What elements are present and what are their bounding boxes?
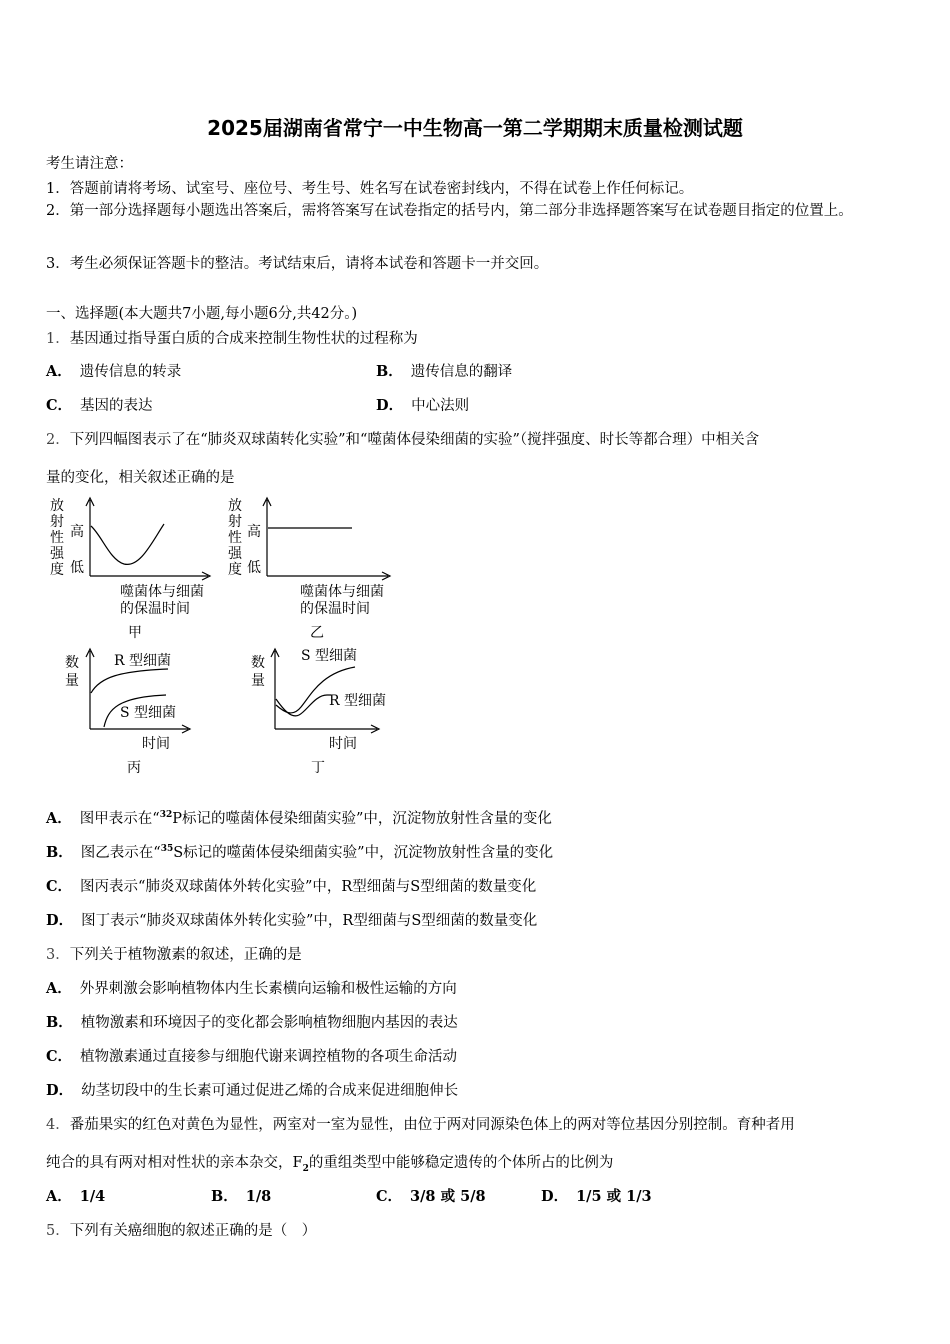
ylabel-char: 数 (65, 655, 79, 671)
q2-option-b[interactable] (46, 841, 553, 862)
question-stem: 下列四幅图表示了在“肺炎双球菌转化实验”和“噬菌体侵染细菌的实验”（搅拌强度、时长等都合理）中相关含 (69, 432, 760, 448)
q3-option-d[interactable] (46, 1079, 458, 1100)
option-text: 中心法则 (411, 398, 470, 414)
figure-caption: 乙 (310, 625, 324, 641)
option-text: P标记的噬菌体侵染细菌实验”中，沉淀物放射性含量的变化 (172, 811, 552, 827)
option-label: B． (376, 363, 403, 380)
option-label: D． (46, 912, 74, 929)
ylabel-char: 数 (251, 655, 265, 671)
option-label: B． (46, 1014, 73, 1031)
q2-option-a[interactable] (46, 807, 552, 828)
question-stem: 番茄果实的红色对黄色为显性，两室对一室为显性，由位于两对同源染色体上的两对等位基因分别控制。育种者用 (69, 1117, 795, 1133)
question-number: 2． (46, 432, 70, 448)
generation-subscript: 2 (302, 1163, 309, 1174)
option-text: 1/4 (79, 1188, 106, 1205)
question-2 (46, 428, 759, 449)
figure-caption: 丙 (127, 760, 141, 776)
question-number: 3． (46, 947, 70, 963)
option-label: D． (46, 1082, 74, 1099)
option-text: 图丁表示“肺炎双球菌体外转化实验”中，R型细菌与S型细菌的数量变化 (81, 913, 538, 929)
figure-ding (245, 645, 405, 780)
notice-item: 3．考生必须保证答题卡的整洁。考试结束后，请将本试卷和答题卡一并交回。 (46, 256, 549, 272)
option-label: A． (46, 1188, 72, 1205)
xlabel-line2: 的保温时间 (120, 601, 190, 617)
ylabel-char: 射 (50, 514, 64, 530)
r-bacteria-curve (276, 695, 331, 716)
xlabel-line1: 噬菌体与细菌 (120, 584, 204, 600)
ylabel-char: 强 (228, 546, 242, 562)
curve-label-r: R 型细菌 (329, 693, 386, 709)
option-label: A． (46, 810, 72, 827)
q4-option-a[interactable] (46, 1185, 105, 1206)
r-bacteria-curve (91, 669, 168, 693)
xlabel-line2: 的保温时间 (300, 601, 370, 617)
question-stem: 下列有关癌细胞的叙述正确的是（ ） (69, 1223, 317, 1239)
option-text: 遗传信息的转录 (79, 364, 182, 380)
curve-label-s: S 型细菌 (120, 705, 177, 721)
question-stem: 下列关于植物激素的叙述，正确的是 (69, 947, 302, 963)
q3-option-c[interactable] (46, 1045, 457, 1066)
question-5 (46, 1219, 316, 1240)
q4-option-b[interactable] (211, 1185, 271, 1206)
ylabel-char: 度 (50, 562, 64, 578)
option-text: 图丙表示“肺炎双球菌体外转化实验”中，R型细菌与S型细菌的数量变化 (80, 879, 537, 895)
ylabel-char: 强 (50, 546, 64, 562)
page-title: 2025届湖南省常宁一中生物高一第二学期期末质量检测试题 (207, 116, 743, 140)
option-text: 3/8 或 5/8 (410, 1188, 486, 1205)
option-text: S标记的噬菌体侵染细菌实验”中，沉淀物放射性含量的变化 (173, 845, 554, 861)
high-label: 高 (70, 524, 84, 540)
option-text: 1/8 (245, 1188, 272, 1205)
option-label: B． (46, 844, 73, 861)
low-label: 低 (247, 560, 261, 576)
question-number: 1． (46, 331, 70, 347)
question-stem: 基因通过指导蛋白质的合成来控制生物性状的过程称为 (69, 331, 418, 347)
ylabel-char: 性 (228, 530, 242, 546)
q1-option-d[interactable] (376, 394, 469, 415)
question-number: 5． (46, 1223, 70, 1239)
ylabel-char: 射 (228, 514, 242, 530)
option-text: 图乙表示在“ (80, 845, 161, 861)
q2-option-d[interactable] (46, 909, 537, 930)
radioactivity-curve (91, 524, 164, 564)
option-text: 幼茎切段中的生长素可通过促进乙烯的合成来促进细胞伸长 (81, 1083, 459, 1099)
notice-item: 1．答题前请将考场、试室号、座位号、考生号、姓名写在试卷密封线内，不得在试卷上作任何标记。 (46, 181, 694, 197)
question-3 (46, 943, 302, 964)
section-heading: 一、选择题(本大题共7小题,每小题6分,共42分。) (46, 306, 358, 322)
question-stem: 纯合的具有两对相对性状的亲本杂交，F (46, 1155, 303, 1171)
option-text: 外界刺激会影响植物体内生长素横向运输和极性运输的方向 (79, 981, 457, 997)
question-4 (46, 1113, 795, 1134)
ylabel-char: 放 (50, 498, 64, 514)
ylabel-char: 放 (228, 498, 242, 514)
figure-yi (220, 492, 410, 642)
low-label: 低 (70, 560, 84, 576)
q3-option-a[interactable] (46, 977, 457, 998)
question-stem: 的重组类型中能够稳定遗传的个体所占的比例为 (308, 1155, 614, 1171)
option-label: C． (46, 1048, 73, 1065)
xlabel: 时间 (142, 736, 170, 752)
q4-option-d[interactable] (541, 1185, 652, 1206)
notice-item: 2．第一部分选择题每小题选出答案后，需将答案写在试卷指定的括号内，第二部分非选择题答案写在试卷题目指定的位置上。 (46, 203, 853, 219)
option-label: C． (46, 878, 73, 895)
option-label: B． (211, 1188, 238, 1205)
isotope-mass: 35 (160, 844, 174, 855)
q3-option-b[interactable] (46, 1011, 458, 1032)
option-label: D． (376, 397, 404, 414)
q1-option-a[interactable] (46, 360, 181, 381)
option-label: C． (376, 1188, 403, 1205)
xlabel-line1: 噬菌体与细菌 (300, 584, 384, 600)
ylabel-char: 量 (251, 673, 265, 689)
notice-heading: 考生请注意： (46, 156, 133, 172)
q4-option-c[interactable] (376, 1185, 486, 1206)
ylabel-char: 性 (50, 530, 64, 546)
q1-option-c[interactable] (46, 394, 153, 415)
ylabel-char: 度 (228, 562, 242, 578)
option-label: A． (46, 363, 72, 380)
ylabel-char: 量 (65, 673, 79, 689)
option-text: 植物激素通过直接参与细胞代谢来调控植物的各项生命活动 (80, 1049, 458, 1065)
question-number: 4． (46, 1117, 70, 1133)
option-label: A． (46, 980, 72, 997)
option-text: 1/5 或 1/3 (576, 1188, 652, 1205)
figure-jia (40, 492, 230, 642)
option-text: 植物激素和环境因子的变化都会影响植物细胞内基因的表达 (80, 1015, 458, 1031)
q2-option-c[interactable] (46, 875, 536, 896)
option-label: D． (541, 1188, 569, 1205)
isotope-mass: 32 (159, 810, 173, 821)
xlabel: 时间 (329, 736, 357, 752)
option-text: 基因的表达 (80, 398, 153, 414)
curve-label-r: R 型细菌 (114, 653, 171, 669)
figure-bing (60, 645, 210, 780)
option-text: 遗传信息的翻译 (410, 364, 513, 380)
curve-label-s: S 型细菌 (301, 648, 358, 664)
figure-caption: 甲 (128, 625, 142, 641)
option-label: C． (46, 397, 73, 414)
question-2-cont: 量的变化，相关叙述正确的是 (46, 470, 235, 486)
question-1 (46, 327, 418, 348)
question-4-cont (46, 1151, 613, 1174)
high-label: 高 (247, 524, 261, 540)
figure-caption: 丁 (311, 760, 325, 776)
option-text: 图甲表示在“ (79, 811, 160, 827)
q1-option-b[interactable] (376, 360, 512, 381)
